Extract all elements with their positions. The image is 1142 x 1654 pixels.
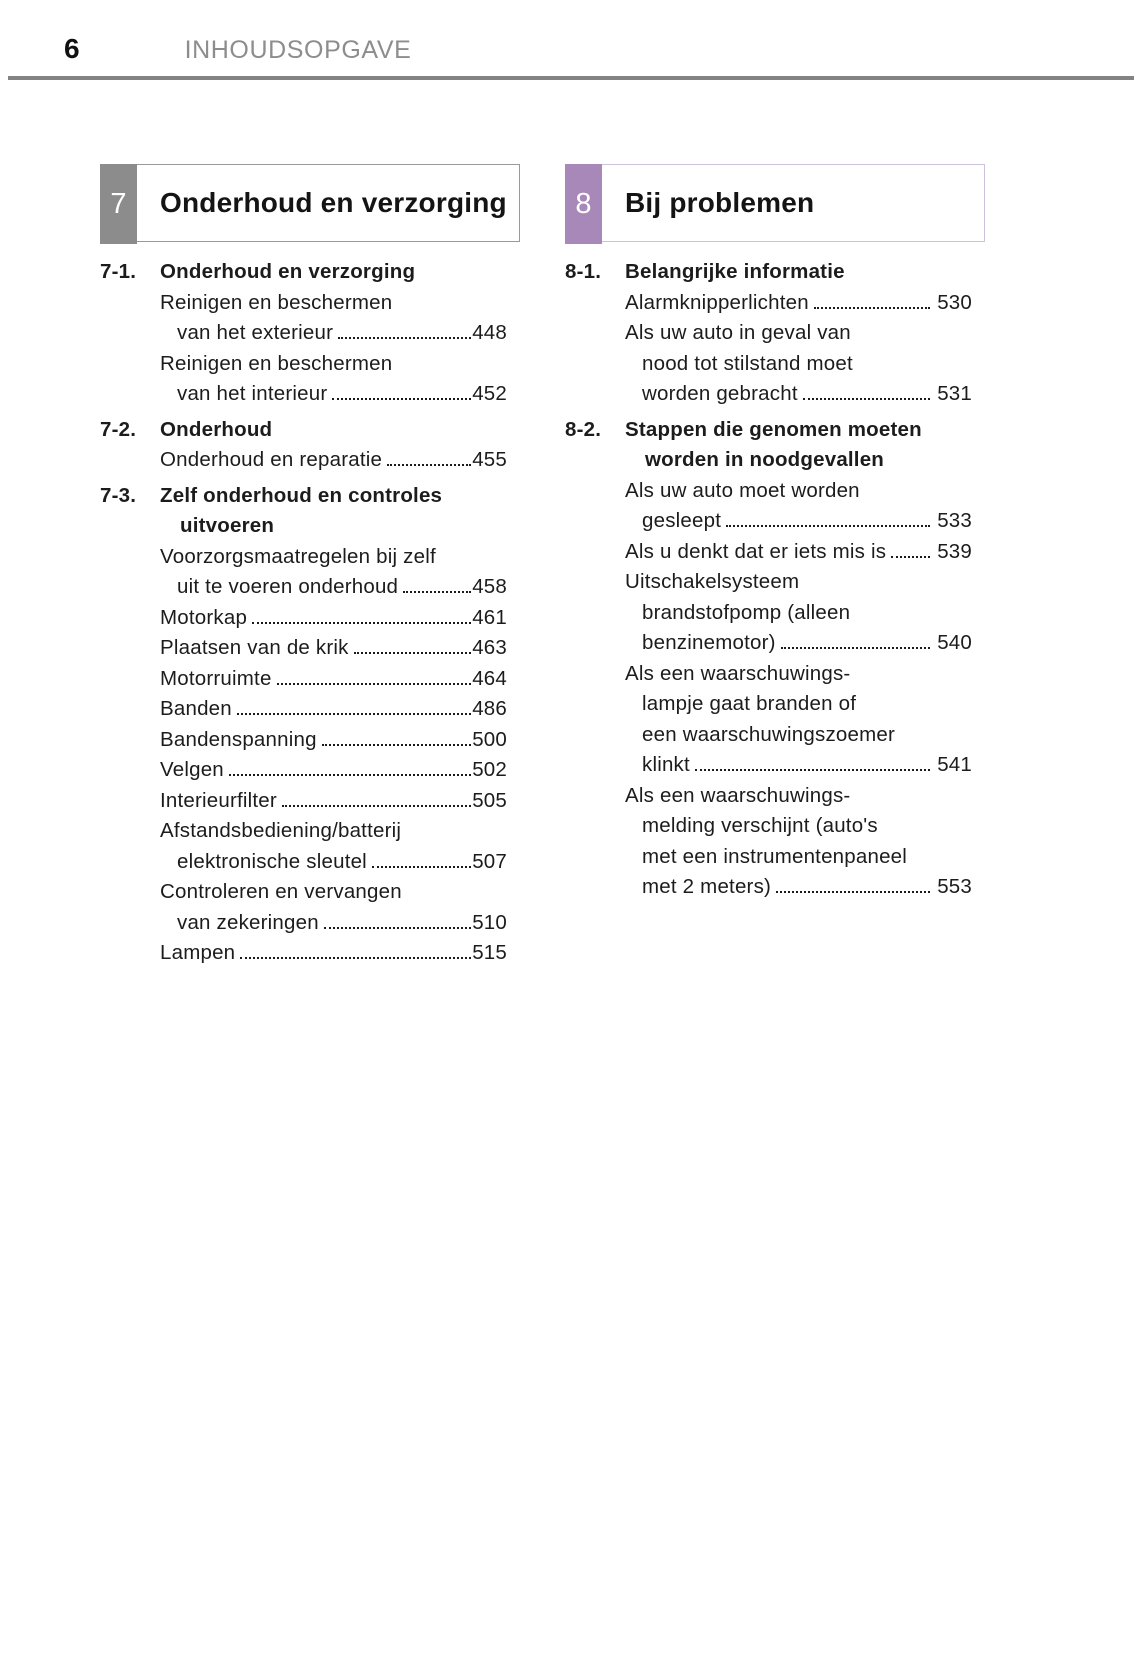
entry-text: gesleept (642, 509, 722, 532)
entry-text: elektronische sleutel (177, 849, 367, 873)
toc-entry-line (625, 872, 972, 903)
entry-text: met 2 meters) (642, 875, 772, 898)
subsection-number: 8-2. (565, 417, 602, 441)
dotted-leader (803, 398, 930, 400)
chapter-title: Bij problemen (625, 187, 815, 218)
toc-entry (160, 786, 507, 817)
entry-text: Onderhoud en reparatie (160, 448, 383, 471)
toc-entry-line (160, 445, 507, 476)
page-number: 6 (64, 33, 80, 64)
toc-entry-line (625, 506, 972, 537)
page-ref: 539 (937, 539, 972, 563)
entry-text: Plaatsen van de krik (160, 636, 349, 659)
subsection-entries (160, 445, 507, 476)
toc-entry (160, 664, 507, 695)
dotted-leader (322, 744, 471, 746)
dotted-leader (891, 556, 930, 558)
dotted-leader (338, 337, 471, 339)
page-ref: 541 (937, 753, 972, 776)
entry-text: van het exterieur (177, 321, 334, 344)
entry-text: van het interieur (177, 382, 328, 405)
toc-entry-line: Controleren en vervangen (160, 880, 402, 903)
subsection-entries (625, 288, 972, 410)
toc-entry (625, 567, 972, 659)
subsection-heading (100, 257, 507, 288)
dotted-leader (252, 622, 471, 624)
toc-entry-line (160, 694, 507, 725)
toc-entry (160, 938, 507, 969)
subsection-heading (100, 415, 507, 446)
subsection-title (625, 415, 972, 476)
toc-entry (625, 659, 972, 781)
subsection-title (625, 257, 972, 288)
toc-entry (625, 537, 972, 568)
toc-entry-line (160, 664, 507, 695)
toc-entry (160, 755, 507, 786)
page-ref: 540 (937, 631, 972, 654)
toc-entry-line (625, 288, 972, 319)
chapter-toc (100, 257, 520, 969)
toc-entry (625, 476, 972, 537)
subsection-title-line: Belangrijke informatie (625, 260, 845, 283)
dotted-leader (403, 591, 471, 593)
subsection-title (160, 257, 507, 288)
subsection-number: 7-1. (100, 260, 137, 283)
dotted-leader (240, 957, 471, 959)
header-divider (8, 76, 1134, 80)
subsection-heading (100, 481, 507, 542)
page-ref: 530 (937, 290, 972, 314)
entry-text: van zekeringen (177, 910, 319, 934)
toc-entry-line (160, 908, 507, 939)
toc-entry-line (625, 379, 972, 410)
toc-entry-line: Als een waarschuwings- (625, 783, 851, 807)
toc-subsection (100, 481, 507, 969)
chapter-number-tab: 7 (100, 164, 137, 244)
page-ref: 510 (472, 910, 507, 934)
toc-entry-line: Als een waarschuwings- (625, 661, 851, 685)
toc-subsection (565, 257, 972, 410)
page-ref: 448 (472, 321, 507, 344)
toc-entry-line (625, 537, 972, 568)
toc-entry-line (160, 633, 507, 664)
toc-columns (100, 164, 1142, 969)
page-ref: 455 (472, 448, 507, 471)
dotted-leader (282, 805, 471, 807)
toc-entry (160, 445, 507, 476)
toc-entry-line: Voorzorgsmaatregelen bij zelf (160, 544, 436, 568)
subsection-entries (160, 288, 507, 410)
toc-entry (160, 725, 507, 756)
dotted-leader (354, 652, 472, 654)
toc-entry-line (160, 847, 507, 878)
page-header (0, 0, 1142, 65)
subsection-title-line: uitvoeren (180, 514, 275, 537)
toc-entry-line: Reinigen en beschermen (160, 290, 393, 314)
dotted-leader (237, 713, 471, 715)
subsection-entries (625, 476, 972, 903)
toc-entry-line (160, 755, 507, 786)
toc-entry-line (625, 750, 972, 781)
dotted-leader (814, 307, 930, 309)
toc-entry-line: lampje gaat branden of (642, 692, 857, 715)
subsection-title-line: worden in noodgevallen (645, 448, 885, 471)
subsection-title (160, 415, 507, 446)
toc-entry-line (160, 379, 507, 410)
toc-entry-line (160, 603, 507, 634)
dotted-leader (277, 683, 472, 685)
chapter-7-column (100, 164, 520, 969)
entry-text: Bandenspanning (160, 727, 317, 751)
entry-text: klinkt (642, 753, 690, 776)
entry-text: Interieurfilter (160, 788, 277, 812)
toc-entry-line: een waarschuwingszoemer (642, 722, 896, 746)
page-ref: 452 (472, 382, 507, 405)
toc-entry-line: Reinigen en beschermen (160, 351, 393, 375)
toc-entry (625, 318, 972, 410)
toc-entry (160, 542, 507, 603)
dotted-leader (332, 398, 471, 400)
page-ref: 464 (472, 666, 507, 690)
toc-entry-line: melding verschijnt (auto's (642, 814, 878, 837)
page-ref: 533 (937, 509, 972, 532)
toc-entry (160, 288, 507, 349)
toc-entry-line: Afstandsbediening/batterij (160, 819, 402, 842)
toc-entry (160, 633, 507, 664)
toc-subsection (565, 415, 972, 903)
chapter-toc (565, 257, 985, 903)
toc-entry-line: brandstofpomp (alleen (642, 600, 851, 624)
chapter-header-box (565, 164, 985, 242)
toc-entry (160, 349, 507, 410)
subsection-title (160, 481, 507, 542)
toc-entry (160, 877, 507, 938)
toc-subsection (100, 257, 507, 410)
toc-entry-line: met een instrumentenpaneel (642, 844, 908, 868)
toc-entry-line (625, 628, 972, 659)
page-ref: 458 (472, 575, 507, 598)
page-ref: 515 (472, 941, 507, 964)
dotted-leader (695, 769, 930, 771)
entry-text: Alarmknipperlichten (625, 290, 809, 314)
toc-entry-line: nood tot stilstand moet (642, 351, 853, 375)
subsection-number: 7-2. (100, 417, 137, 441)
entry-text: Velgen (160, 758, 224, 781)
chapter-header-box (100, 164, 520, 242)
toc-entry-line (160, 725, 507, 756)
page-ref: 502 (472, 758, 507, 781)
subsection-heading (565, 257, 972, 288)
page-ref: 505 (472, 788, 507, 812)
page-ref: 463 (472, 636, 507, 659)
subsection-title-line: Onderhoud (160, 417, 273, 441)
subsection-entries (160, 542, 507, 969)
page-ref: 553 (937, 875, 972, 898)
subsection-number: 8-1. (565, 260, 602, 283)
page-ref: 507 (472, 849, 507, 873)
toc-entry (625, 288, 972, 319)
toc-entry (160, 816, 507, 877)
entry-text: Banden (160, 697, 232, 720)
toc-entry (625, 781, 972, 903)
toc-entry-line (160, 318, 507, 349)
chapter-8-column (565, 164, 985, 969)
toc-entry-line: Als uw auto moet worden (625, 478, 860, 502)
toc-entry-line: Als uw auto in geval van (625, 321, 851, 344)
chapter-title: Onderhoud en verzorging (160, 187, 507, 218)
entry-text: Als u denkt dat er iets mis is (625, 539, 887, 563)
toc-entry (160, 694, 507, 725)
page-ref: 500 (472, 727, 507, 751)
dotted-leader (776, 891, 930, 893)
entry-text: Lampen (160, 941, 236, 964)
toc-entry (160, 603, 507, 634)
page-ref: 486 (472, 697, 507, 720)
toc-subsection (100, 415, 507, 476)
dotted-leader (781, 647, 931, 649)
subsection-title-line: Zelf onderhoud en controles (160, 483, 443, 507)
entry-text: Motorruimte (160, 666, 272, 690)
toc-entry-line: Uitschakelsysteem (625, 570, 800, 593)
subsection-title-line: Stappen die genomen moeten (625, 417, 922, 441)
dotted-leader (229, 774, 471, 776)
subsection-heading (565, 415, 972, 476)
dotted-leader (324, 927, 471, 929)
dotted-leader (726, 525, 930, 527)
page-ref: 461 (472, 605, 507, 629)
page-title: INHOUDSOPGAVE (184, 36, 412, 64)
toc-entry-line (160, 938, 507, 969)
subsection-number: 7-3. (100, 483, 137, 507)
entry-text: benzinemotor) (642, 631, 776, 654)
entry-text: uit te voeren onderhoud (177, 575, 399, 598)
entry-text: worden gebracht (642, 382, 798, 405)
chapter-number-tab: 8 (565, 164, 602, 244)
toc-entry-line (160, 786, 507, 817)
entry-text: Motorkap (160, 605, 248, 629)
dotted-leader (387, 464, 471, 466)
toc-entry-line (160, 572, 507, 603)
subsection-title-line: Onderhoud en verzorging (160, 260, 416, 283)
page-ref: 531 (937, 382, 972, 405)
dotted-leader (372, 866, 471, 868)
